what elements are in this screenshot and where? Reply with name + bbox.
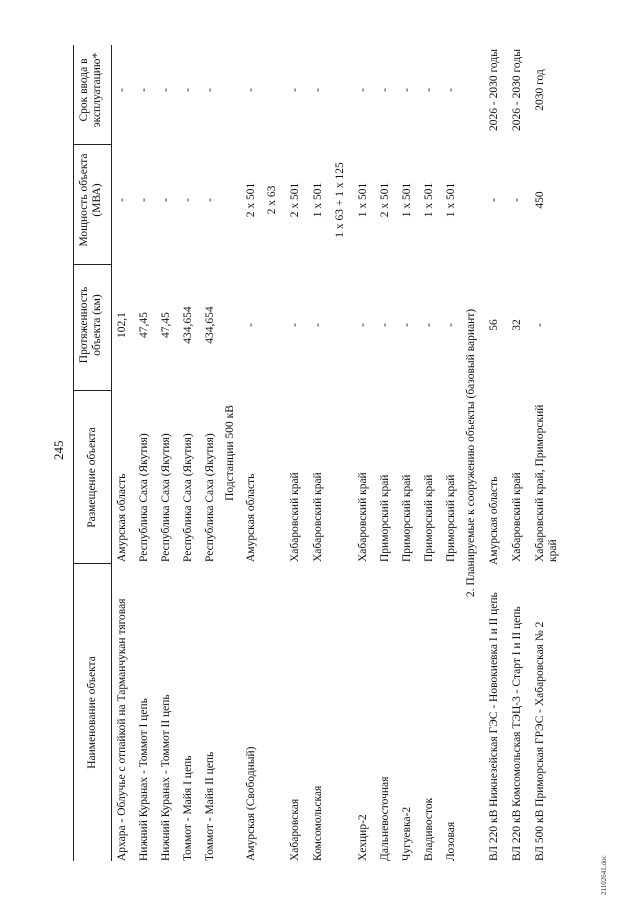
line-power: - [116, 198, 128, 202]
line-date: - [204, 88, 216, 92]
planned-power: - [511, 198, 523, 202]
line-location: Республика Саха (Якутия) [138, 433, 150, 562]
substation-power: 1 x 501 [312, 182, 324, 218]
line-name: Томмот - Майя I цепь [182, 755, 194, 861]
page-number: 245 [51, 440, 66, 460]
line-length: 102,1 [116, 312, 128, 338]
substation-location: Приморский край [423, 474, 435, 562]
substation-name: Дальневосточная [379, 776, 391, 861]
line-power: - [138, 198, 150, 202]
line-length: 434,654 [204, 306, 216, 344]
planned-section-title: 2. Планируемые к сооружению объекты (базовый вариант) [465, 308, 477, 598]
header-power: Мощность объекта (МВА) [78, 153, 104, 247]
planned-name: ВЛ 220 кВ Нижнезейская ГЭС - Новокиевка I и II цепь [488, 592, 500, 861]
line-date: - [182, 88, 194, 92]
line-length: 47,45 [138, 312, 150, 338]
planned-date: 2030 год [534, 69, 546, 111]
substation-name: Хехцир-2 [357, 814, 369, 861]
substation-date: - [245, 88, 257, 92]
substation-length: - [445, 323, 457, 327]
substation-date: - [312, 88, 324, 92]
planned-date: 2026 - 2030 годы [488, 49, 500, 131]
planned-length: 56 [488, 319, 500, 331]
substation-power: 1 x 501 [445, 182, 457, 218]
substation-length: - [401, 323, 413, 327]
column-divider-4 [73, 144, 111, 145]
line-length: 434,654 [182, 306, 194, 344]
substation-date: - [289, 88, 301, 92]
substation-date: - [357, 88, 369, 92]
line-location: Республика Саха (Якутия) [160, 433, 172, 562]
planned-location: Хабаровский край [511, 472, 523, 562]
substation-length: - [245, 323, 257, 327]
planned-location: Хабаровский край, Приморский край [534, 404, 560, 562]
substation-length: - [312, 323, 324, 327]
planned-date: 2026 - 2030 годы [511, 49, 523, 131]
substation-power: 1 x 501 [423, 182, 435, 218]
table-top-border [73, 45, 74, 861]
header-bottom-border [111, 45, 112, 861]
substation-name: Комсомольская [312, 785, 324, 861]
substation-location: Приморский край [445, 474, 457, 562]
line-power: - [160, 198, 172, 202]
substation-name: Хабаровская [289, 798, 301, 861]
substation-name: Лозовая [445, 821, 457, 861]
substation-length: - [423, 323, 435, 327]
line-name: Архара - Облучье с отпайкой на Тарманчукан тяговая [116, 598, 128, 861]
substation-location: Приморский край [379, 474, 391, 562]
line-date: - [116, 88, 128, 92]
substation-power: 2 x 501 [289, 182, 301, 218]
line-power: - [204, 198, 216, 202]
substation-location: Хабаровский край [312, 472, 324, 562]
line-name: Нижний Куранах - Томмот II цепь [160, 694, 172, 861]
substation-length: - [289, 323, 301, 327]
line-name: Томмот - Майя II цепь [204, 751, 216, 861]
substation-date: - [445, 88, 457, 92]
line-location: Амурская область [116, 473, 128, 562]
header-date: Срок ввода в эксплуатацию* [78, 52, 104, 128]
document-code: 21102641.doc [600, 855, 608, 895]
header-length: Протяженность объекта (км) [78, 286, 104, 364]
substation-power: 2 x 501 [245, 182, 257, 218]
planned-power: 450 [534, 191, 546, 209]
planned-name: ВЛ 500 кВ Приморская ГРЭС - Хабаровская № 2 [534, 621, 546, 861]
substation-name: Чугуевка-2 [401, 806, 413, 861]
substation-date: - [401, 88, 413, 92]
substation-date: - [379, 88, 391, 92]
line-location: Республика Саха (Якутия) [204, 433, 216, 562]
substation-location: Амурская область [245, 473, 257, 562]
substation-location: Хабаровский край [289, 472, 301, 562]
line-date: - [160, 88, 172, 92]
line-date: - [138, 88, 150, 92]
planned-length: 32 [511, 319, 523, 331]
substation-power-extra: 2 x 63 [266, 185, 278, 215]
column-divider-3 [73, 264, 111, 265]
planned-power: - [488, 198, 500, 202]
line-length: 47,45 [160, 312, 172, 338]
line-location: Республика Саха (Якутия) [182, 433, 194, 562]
planned-location: Амурская область [488, 476, 500, 565]
substation-power: 2 x 501 [379, 182, 391, 218]
line-name: Нижний Куранах - Томмот I цепь [138, 698, 150, 861]
line-power: - [182, 198, 194, 202]
substations-section-title: Подстанции 500 кВ [224, 405, 236, 501]
substation-location: Хабаровский край [357, 472, 369, 562]
substation-length: - [379, 323, 391, 327]
substation-length: - [357, 323, 369, 327]
substation-location: Приморский край [401, 474, 413, 562]
header-location: Размещение объекта [86, 427, 98, 528]
substation-name: Амурская (Свободный) [245, 746, 257, 861]
substation-power-extra: 1 x 63 + 1 x 125 [334, 162, 346, 238]
substation-date: - [423, 88, 435, 92]
substation-name: Владивосток [423, 797, 435, 861]
header-name: Наименование объекта [86, 656, 98, 769]
planned-name: ВЛ 220 кВ Комсомольская ТЭЦ-3 - Старт I и II цепь [511, 606, 523, 861]
planned-length: - [534, 323, 546, 327]
substation-power: 1 x 501 [401, 182, 413, 218]
substation-power: 1 x 501 [357, 182, 369, 218]
